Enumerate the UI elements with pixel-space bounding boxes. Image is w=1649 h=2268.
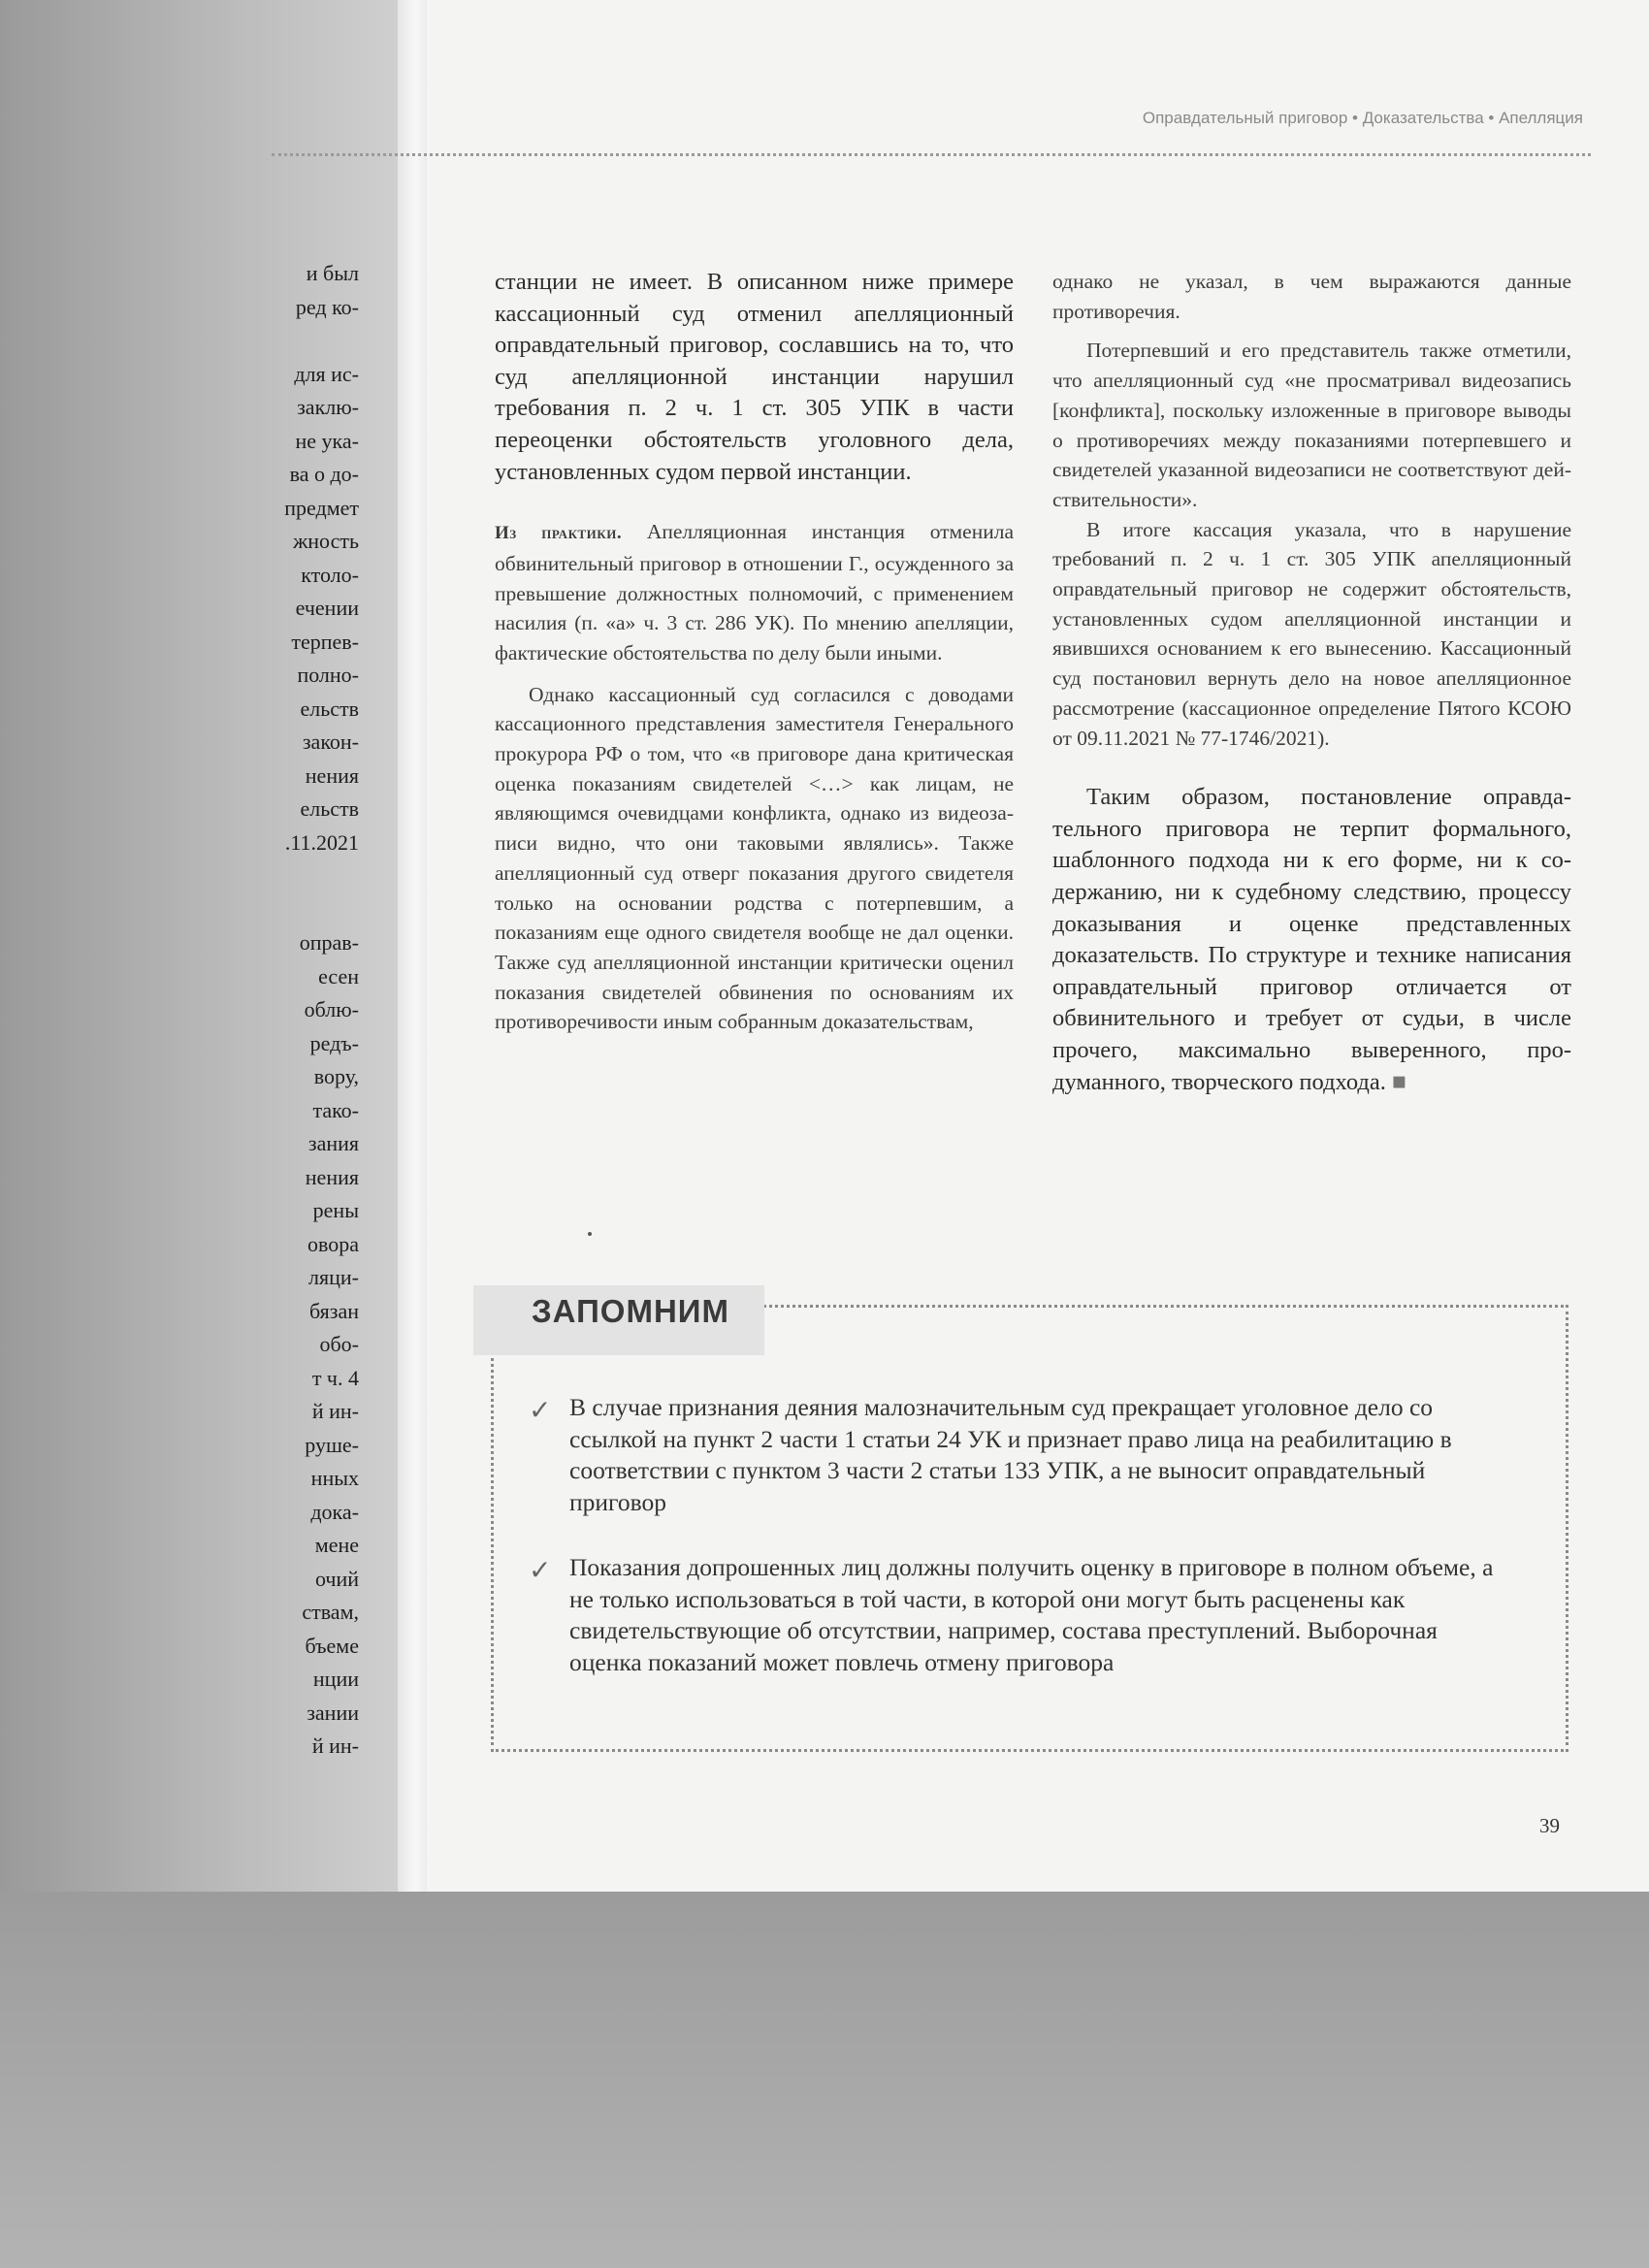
left-page-line: облю- [304, 997, 359, 1021]
left-page-line: обо- [319, 1332, 359, 1356]
left-page-line: бъеме [305, 1633, 359, 1658]
left-page-line: терпев- [291, 629, 359, 654]
paragraph: однако не указал, в чем выражаются данные противоречия. [1052, 270, 1571, 323]
column-right [1052, 267, 1571, 1098]
paragraph: В итоге кассация указала, что в нарушение требований п. 2 ч. 1 ст. 305 УПК апелляционный оправдательный приговор не содержит обстоятельств, установленных судом апелляционной инстанции и явившихся основанием к его вынесению. Кассационный суд постановил вернуть дело на новое апелляционное рассмотрение (кассационное определение Пятого КСОЮ от 09.11.2021 № 77-1746/2021). [1052, 517, 1571, 750]
left-page-line: руше- [305, 1432, 359, 1457]
left-page-line: и был [306, 261, 359, 285]
left-page-line: нения [305, 762, 359, 788]
remember-title: ЗАПОМНИМ [532, 1293, 729, 1329]
conclusion-text: Таким образом, постановление оправдательного приговора не терпит формального, шаблонного подхода ни к его форме, ни к содержанию, ни к судебному следствию, процессу доказывания и оценке представленных доказательств. По структуре и технике написания оправдательный приговор отличается от обвинительного и требует от судьи, в числе прочего, максимально выверенного, продуманного, творческого подхода. [1052, 784, 1571, 1095]
running-header: Оправдательный приговор • Доказательства • Апелляция [1142, 109, 1583, 127]
left-page-line: т ч. 4 [311, 1365, 359, 1390]
left-page-line: .11.2021 [284, 829, 359, 855]
remember-item-text: Показания допрошенных лиц должны получить оценку в приговоре в полном объеме, а не только использоваться в той части, в которой они могут быть расценены как свидетельствующие об отсутствии, например, состава преступлений. Выборочная оценка показаний может повлечь отмену приговора [569, 1553, 1494, 1676]
stray-dot [588, 1232, 592, 1236]
checkmark-icon: ✓ [529, 1394, 552, 1426]
left-page-line: ствам, [302, 1600, 359, 1624]
left-page-line [262, 324, 359, 358]
left-page-line: ельств [300, 796, 359, 821]
remember-item [529, 1392, 1499, 1518]
remember-item [529, 1552, 1499, 1678]
left-page-line: редъ- [309, 1030, 359, 1055]
practice-label: Из практики. [495, 523, 623, 544]
page-number: 39 [1539, 1814, 1560, 1837]
left-page-line: нных [310, 1466, 359, 1490]
left-page-line: дока- [310, 1499, 359, 1524]
left-page-line: ред ко- [295, 294, 359, 319]
remember-item-text: В случае признания деяния малозначительным суд прекращает уголовное дело со ссылкой на пункт 2 части 1 статьи 24 УК и признает право лица на реабилитацию в соответствии с пунктом 3 части 2 статьи 133 УПК, а не выносит оправдательный приговор [569, 1393, 1452, 1516]
left-page-line: ечении [295, 596, 359, 620]
left-page-line: бязан [309, 1298, 359, 1323]
left-page-fragments [262, 257, 359, 1764]
left-page-line: закон- [302, 729, 359, 754]
checkmark-icon: ✓ [529, 1554, 552, 1586]
left-page-line: й ин- [311, 1733, 359, 1758]
left-page-line: зании [307, 1700, 359, 1725]
book-spine [398, 0, 427, 1892]
header-rule [272, 153, 1591, 156]
left-page-line: й ин- [311, 1399, 359, 1423]
left-page-line: нции [312, 1667, 359, 1691]
paragraph: Потерпевший и его представитель также отметили, что апелляционный суд «не просматривал видеозапись [конфликта], поскольку изложенные в приговоре выводы о противоречиях между показаниями потерпевшего и свидетелей указанной видеозаписи не соответствуют действительности». [1052, 339, 1571, 511]
left-page-line: полно- [297, 663, 359, 687]
left-page-line: заклю- [297, 395, 359, 419]
paragraph: Однако кассационный суд согласился с доводами кассационного представления заместителя Генерального прокурора РФ о том, что «в приговоре дана критическая оценка показаниям свидетелей <…> как лицам, не являющимся очевидцами конфликта, однако из видеозаписи видно, что они таковыми являлись». Также апелляционный суд отверг показания другого свидетеля только на основании родства с потерпевшим, а показаниям еще одного свидетеля вообще не дал оценки. Также суд апелляционной инстанции критически оценил показания свидетелей обвинения по основаниям их противоречивости иным собранным доказательствам, [495, 682, 1014, 1034]
left-page-line: ва о до- [289, 462, 359, 486]
left-page-line: мене [314, 1533, 359, 1557]
left-page-line: ктоло- [301, 562, 359, 587]
left-page-line: оправ- [299, 930, 359, 955]
left-page-line: ляци- [308, 1265, 359, 1289]
practice-text: Апелляционная инстанция отменила обвинительный приговор в отношении Г., осужденного за превышение должностных полномочий, с применением насилия (п. «а» ч. 3 ст. 286 УК). По мнению апелляции, фактические обстоятельства по делу были иными. [495, 520, 1014, 664]
remember-box [491, 1305, 1568, 1752]
left-page-line: для ис- [294, 361, 359, 386]
left-page-line [262, 859, 359, 893]
left-page-line: есен [318, 963, 359, 988]
left-page-line: тако- [312, 1097, 359, 1122]
left-page-line: очий [314, 1566, 359, 1591]
left-page-line: ельств [300, 696, 359, 721]
scan-bottom-shadow [0, 1892, 1649, 2268]
practice-paragraph [495, 517, 1014, 668]
left-page-line: не ука- [295, 428, 359, 453]
left-page-line: нения [305, 1164, 359, 1189]
left-page-line: вору, [313, 1064, 359, 1088]
left-page-line: рены [312, 1198, 359, 1222]
left-page-line: предмет [284, 495, 359, 520]
left-page-line: зания [307, 1131, 359, 1155]
left-page-line: жность [293, 529, 359, 553]
end-mark: ■ [1392, 1068, 1406, 1095]
left-page-line: овора [307, 1231, 359, 1256]
paragraph: станции не имеет. В описанном ниже примере кассационный суд отменил апелляционный оправдательный приговор, сославшись на то, что суд апелляционной инстанции нарушил требования п. 2 ч. 1 ст. 305 УПК в части переоценки обстоятельств уголовного дела, установленных судом первой инстанции. [495, 269, 1014, 485]
column-left [495, 267, 1014, 1037]
left-page-line [262, 893, 359, 927]
conclusion-paragraph [1052, 782, 1571, 1098]
